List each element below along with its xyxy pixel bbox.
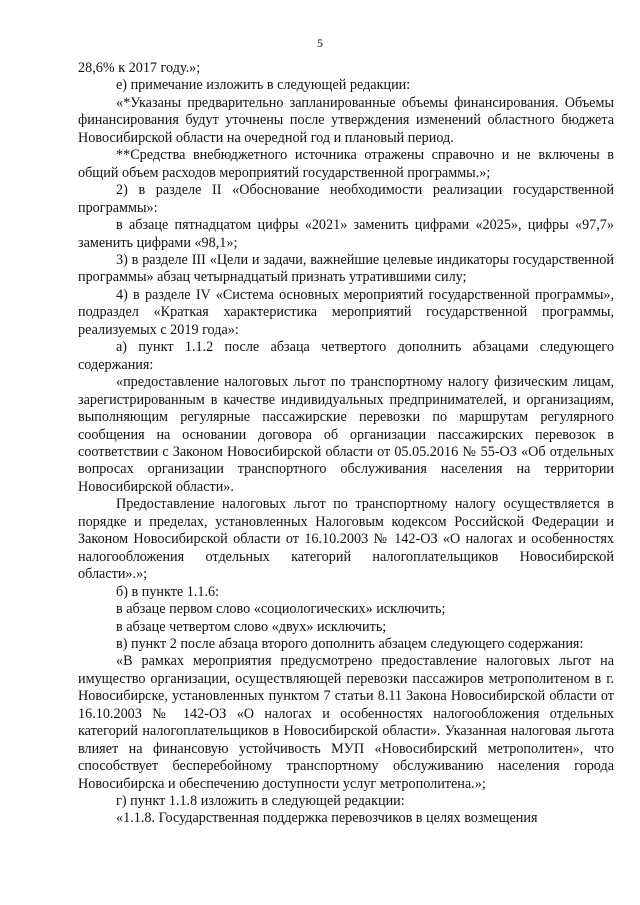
paragraph-section-4: 4) в разделе IV «Система основных мероприятий государственной программы», подраздел «Краткая характеристика мероприятий государственной программы, реализуемых с 2019 года»: — [78, 286, 614, 338]
paragraph-quote-1-1-8: «1.1.8. Государственная поддержка перевозчиков в целях возмещения — [116, 810, 538, 827]
paragraph-section-2-change: в абзаце пятнадцатом цифры «2021» заменить цифрами «2025», цифры «97,7» заменить цифрами «98,1»; — [78, 217, 614, 251]
paragraph-section-3: 3) в разделе III «Цели и задачи, важнейшие целевые индикаторы государственной программы» абзац четырнадцатый признать утратившими силу; — [78, 251, 614, 286]
paragraph-item-b: б) в пункте 1.1.6: — [116, 583, 220, 600]
paragraph-item-b-fourth: в абзаце четвертом слово «двух» исключить; — [116, 618, 387, 635]
page-number: 5 — [317, 36, 323, 50]
paragraph-item-b-first: в абзаце первом слово «социологических» исключить; — [116, 601, 446, 618]
paragraph-quote-tax-benefits: Предоставление налоговых льгот по транспортному налогу осуществляется в порядке и пределах, установленных Налоговым кодексом Российской Федерации и Законом Новосибирской области от 16.10.2003 № 142-ОЗ «О налогах и особенностях налогообложения отдельных категорий налогоплательщиков Новосибирской области».»; — [78, 496, 614, 583]
paragraph-section-2: 2) в разделе II «Обоснование необходимости реализации государственной программы»: — [78, 182, 614, 216]
paragraph-item-v: в) пункт 2 после абзаца второго дополнить абзацем следующего содержания: — [116, 635, 584, 652]
paragraph-continuation: 28,6% к 2017 году.»; — [78, 60, 201, 76]
document-body — [78, 60, 614, 828]
paragraph-quote-metro: «В рамках мероприятия предусмотрено предоставление налоговых льгот на имущество организации, осуществляющей перевозки пассажиров метрополитеном в г. Новосибирске, установленных пунктом 7 статьи 8.11 Закона Новосибирской области от 16.10.2003 № 142-ОЗ «О налогах и особенностях налогообложения отдельных категорий налогоплательщиков в Новосибирской области». Указанная налоговая льгота влияет на финансовую устойчивость МУП «Новосибирский метрополитен», что способствует бесперебойному транспортному обслуживанию населения города Новосибирска и обеспечению доступности услуг метрополитена.»; — [78, 653, 614, 792]
paragraph-item-g: г) пункт 1.1.8 изложить в следующей редакции: — [116, 793, 405, 810]
paragraph-item-e: е) примечание изложить в следующей редакции: — [116, 77, 411, 94]
paragraph-quote-transport-tax: «предоставление налоговых льгот по транспортному налогу физическим лицам, зарегистрированным в качестве индивидуальных предпринимателей, и организациям, выполняющим регулярные пассажирские перевозки по маршрутам регулярного сообщения на основании договора об организации пассажирских перевозок в соответствии с Законом Новосибирской области от 05.05.2016 № 55-ОЗ «Об отдельных вопросах организации транспортного обслуживания населения на территории Новосибирской области». — [78, 374, 614, 495]
paragraph-footnote-1: «*Указаны предварительно запланированные объемы финансирования. Объемы финансирования будут уточнены после утверждения изменений областного бюджета Новосибирской области на очередной год и плановый период. — [78, 94, 614, 146]
paragraph-item-a: а) пункт 1.1.2 после абзаца четвертого дополнить абзацами следующего содержания: — [78, 339, 614, 373]
paragraph-footnote-2: **Средства внебюджетного источника отражены справочно и не включены в общий объем расходов мероприятий государственной программы.»; — [78, 147, 614, 181]
